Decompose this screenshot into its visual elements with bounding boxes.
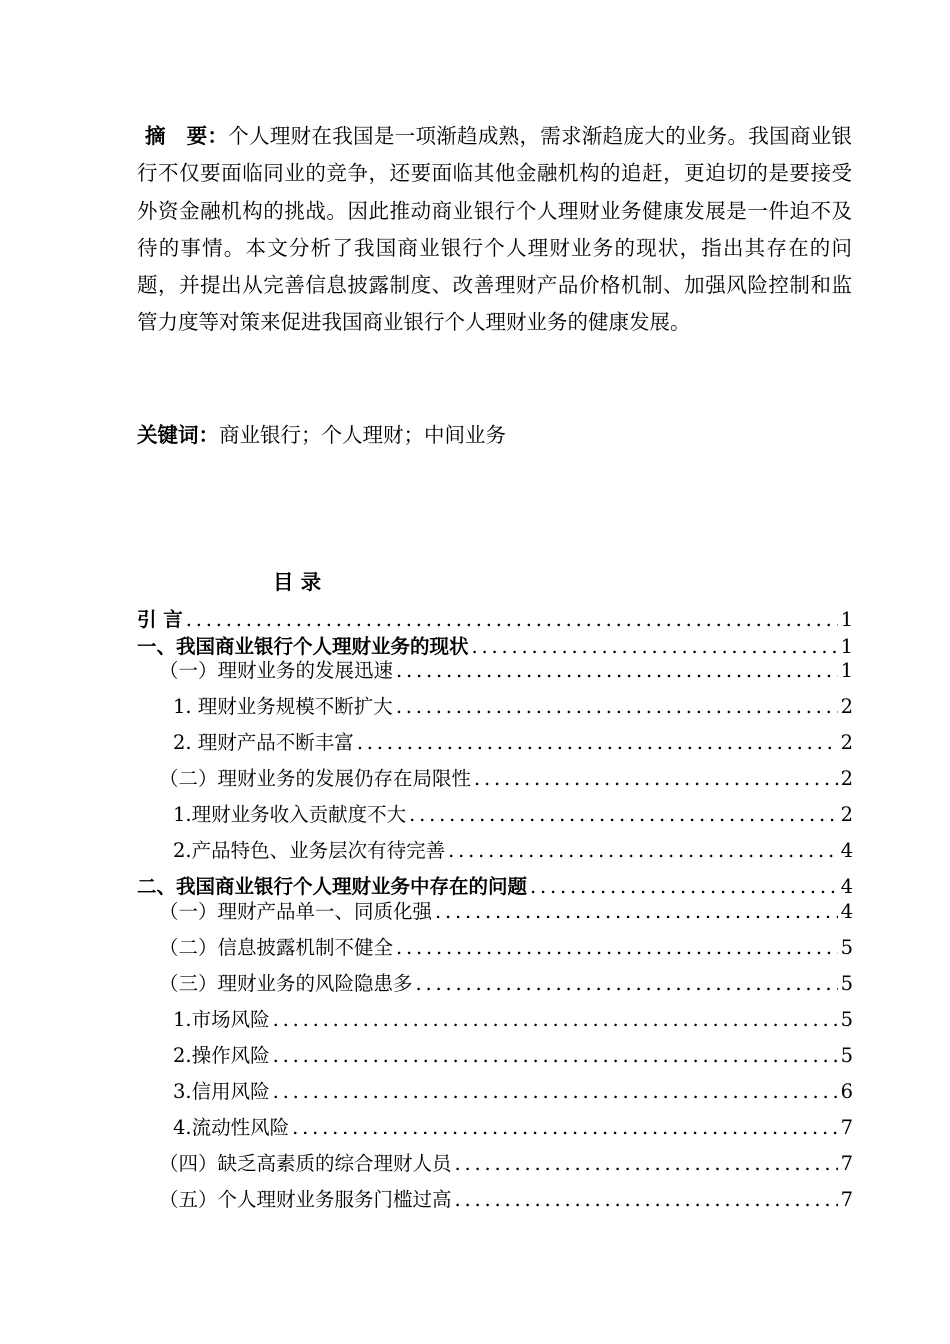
abstract-text: 个人理财在我国是一项渐趋成熟，需求渐趋庞大的业务。我国商业银行不仅要面临同业的竞争，还要面临其他金融机构的追赶，更迫切的是要接受外资金融机构的挑战。因此推动商业银行个人理财业务健康发展是一件迫不及待的事情。本文分析了我国商业银行个人理财业务的现状，指出其存在的问题，并提出从完善信息披露制度、改善理财产品价格机制、加强风险控制和监管力度等对策来促进我国商业银行个人理财业务的健康发展。 xyxy=(137,124,853,335)
toc-entry-text: 1.理财业务收入贡献度不大 xyxy=(173,803,407,826)
toc-dot-leader xyxy=(474,764,838,794)
toc-entry-1-1-2[interactable] xyxy=(137,728,853,758)
toc-entry-text: （四）缺乏高素质的综合理财人员 xyxy=(159,1152,452,1175)
toc-page-number: 4 xyxy=(840,875,853,898)
toc-entry-text: 引 言 xyxy=(137,608,183,631)
toc-page-number: 5 xyxy=(840,1044,853,1067)
toc-dot-leader xyxy=(396,656,838,686)
toc-dot-leader xyxy=(292,1113,837,1143)
toc-dot-leader xyxy=(273,1077,838,1107)
toc-page-number: 7 xyxy=(840,1188,853,1211)
toc-entry-text: （二）理财业务的发展仍存在局限性 xyxy=(159,767,472,790)
toc-entry-text: （五）个人理财业务服务门槛过高 xyxy=(159,1188,452,1211)
abstract-label: 摘 要： xyxy=(145,124,229,148)
toc-page-number: 7 xyxy=(840,1152,853,1175)
toc-dot-leader xyxy=(435,897,838,927)
toc-entry-2-3-2[interactable] xyxy=(137,1041,853,1071)
toc-entry-text: （二）信息披露机制不健全 xyxy=(159,936,394,959)
toc-page-number: 5 xyxy=(840,972,853,995)
toc-entry-text: 3.信用风险 xyxy=(173,1080,270,1103)
toc-entry-intro[interactable] xyxy=(137,605,853,635)
toc-entry-1-2-2[interactable] xyxy=(137,836,853,866)
toc-entry-text: （一）理财业务的发展迅速 xyxy=(159,659,394,682)
toc-dot-leader xyxy=(273,1005,838,1035)
toc-entry-text: （三）理财业务的风险隐患多 xyxy=(159,972,413,995)
toc-entry-text: （一）理财产品单一、同质化强 xyxy=(159,900,433,923)
toc-page-number: 4 xyxy=(840,900,853,923)
keywords-text: 商业银行；个人理财；中间业务 xyxy=(219,423,506,447)
toc-entry-2-5[interactable] xyxy=(137,1185,853,1215)
toc-entry-1-2[interactable] xyxy=(137,764,853,794)
toc-entry-text: 1.市场风险 xyxy=(173,1008,270,1031)
abstract-paragraph xyxy=(137,118,852,342)
toc-title: 目 录 xyxy=(273,570,322,594)
toc-entry-2-1[interactable] xyxy=(137,897,853,927)
toc-dot-leader xyxy=(455,1185,838,1215)
toc-dot-leader xyxy=(186,605,838,635)
toc-page-number: 6 xyxy=(840,1080,853,1103)
toc-page-number: 1 xyxy=(840,635,853,658)
toc-page-number: 1 xyxy=(840,608,853,631)
toc-entry-1-2-1[interactable] xyxy=(137,800,853,830)
toc-entry-text: 一、我国商业银行个人理财业务的现状 xyxy=(137,635,469,658)
toc-entry-2-3-4[interactable] xyxy=(137,1113,853,1143)
toc-entry-text: 二、我国商业银行个人理财业务中存在的问题 xyxy=(137,875,528,898)
toc-dot-leader xyxy=(396,692,838,722)
toc-page-number: 2 xyxy=(840,731,853,754)
toc-entry-text: 2.产品特色、业务层次有待完善 xyxy=(173,839,446,862)
toc-entry-2-3-1[interactable] xyxy=(137,1005,853,1035)
toc-page-number: 2 xyxy=(840,695,853,718)
toc-page-number: 7 xyxy=(840,1116,853,1139)
toc-dot-leader xyxy=(455,1149,838,1179)
toc-page-number: 2 xyxy=(840,803,853,826)
keywords-label: 关键词： xyxy=(137,423,219,447)
toc-dot-leader xyxy=(409,800,837,830)
toc-entry-2-3-3[interactable] xyxy=(137,1077,853,1107)
keywords-line xyxy=(137,419,852,451)
toc-entry-2-3[interactable] xyxy=(137,969,853,999)
toc-page-number: 5 xyxy=(840,936,853,959)
toc-dot-leader xyxy=(273,1041,838,1071)
toc-entry-1-1[interactable] xyxy=(137,656,853,686)
toc-dot-leader xyxy=(396,933,838,963)
toc-page-number: 1 xyxy=(840,659,853,682)
toc-dot-leader xyxy=(357,728,838,758)
toc-dot-leader xyxy=(448,836,837,866)
toc-entry-2-4[interactable] xyxy=(137,1149,853,1179)
toc-entry-text: 4.流动性风险 xyxy=(173,1116,290,1139)
toc-entry-text: 2. 理财产品不断丰富 xyxy=(173,731,354,754)
toc-entry-2-2[interactable] xyxy=(137,933,853,963)
toc-entry-text: 1. 理财业务规模不断扩大 xyxy=(173,695,393,718)
toc-page-number: 2 xyxy=(840,767,853,790)
toc-page-number: 4 xyxy=(840,839,853,862)
toc-page-number: 5 xyxy=(840,1008,853,1031)
toc-entry-text: 2.操作风险 xyxy=(173,1044,270,1067)
toc-dot-leader xyxy=(416,969,838,999)
toc-entry-1-1-1[interactable] xyxy=(137,692,853,722)
